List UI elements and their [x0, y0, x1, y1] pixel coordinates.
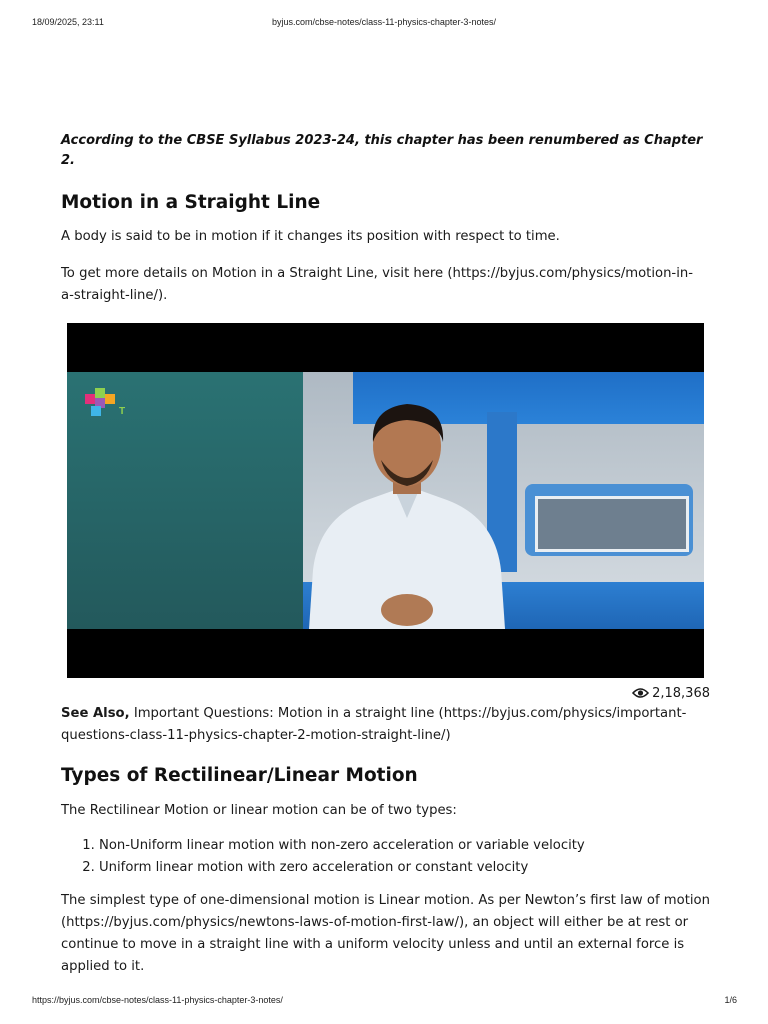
see-also-label: See Also, — [61, 706, 130, 721]
visit-link-paragraph[interactable]: To get more details on Motion in a Straight Line, visit here (https://byjus.com/physics/motion-in-a-straight-line/). — [61, 266, 693, 303]
heading-motion-straight-line: Motion in a Straight Line — [61, 192, 321, 213]
views-count — [61, 685, 710, 703]
article-content — [61, 131, 711, 978]
print-datetime: 18/09/2025, 23:11 — [32, 17, 104, 27]
see-also-paragraph[interactable] — [61, 703, 711, 747]
see-also-text[interactable]: Important Questions: Motion in a straight line (https://byjus.com/physics/important-questions-class-11-physics-chapter-2-motion-straight-line/) — [61, 706, 687, 743]
footer-url: https://byjus.com/cbse-notes/class-11-physics-chapter-3-notes/ — [32, 995, 283, 1005]
print-url: byjus.com/cbse-notes/class-11-physics-chapter-3-notes/ — [272, 17, 496, 27]
heading-types-of-motion: Types of Rectilinear/Linear Motion — [61, 765, 418, 786]
syllabus-notice: According to the CBSE Syllabus 2023-24, this chapter has been renumbered as Chapter 2. — [61, 133, 703, 168]
print-header — [0, 17, 768, 29]
types-intro: The Rectilinear Motion or linear motion can be of two types: — [61, 803, 457, 818]
page-number: 1/6 — [724, 995, 737, 1005]
video-player[interactable] — [67, 323, 704, 678]
print-footer — [0, 995, 768, 1007]
presenter-figure — [289, 400, 525, 629]
types-list — [61, 835, 711, 879]
video-window — [525, 484, 693, 556]
svg-text:T: T — [119, 406, 126, 417]
linear-motion-paragraph[interactable]: The simplest type of one-dimensional motion is Linear motion. As per Newton’s first law of motion (https://byjus.com/physics/newtons-laws-of-motion-first-law/), an object will either be at rest or continue to move in a straight line with a uniform velocity unless and until an external force is applied to it. — [61, 893, 710, 974]
list-item: 1. Non-Uniform linear motion with non-zero acceleration or variable velocity — [99, 835, 711, 857]
think-learn-logo — [81, 384, 163, 426]
views-number: 2,18,368 — [652, 686, 710, 701]
eye-icon — [632, 687, 649, 699]
motion-definition: A body is said to be in motion if it changes its position with respect to time. — [61, 229, 560, 244]
list-item: 2. Uniform linear motion with zero acceleration or constant velocity — [99, 857, 711, 879]
video-frame[interactable] — [67, 372, 704, 629]
